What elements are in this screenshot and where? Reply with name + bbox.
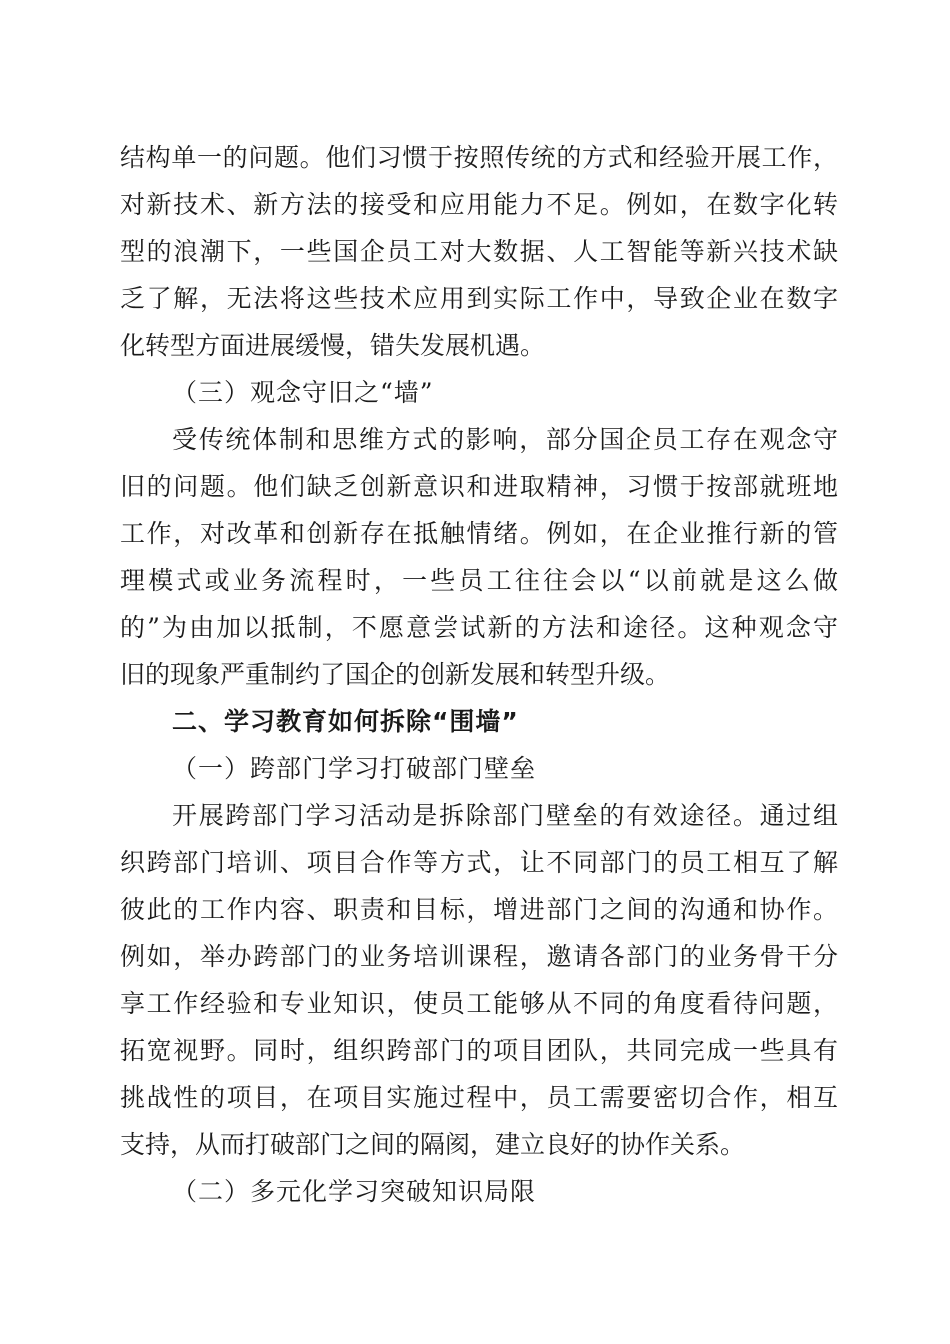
text-line: 受传统体制和思维方式的影响，部分国企员工存在观念守 [172, 425, 838, 454]
paragraph-cross-department [120, 792, 838, 1168]
text-line: 结构单一的问题。他们习惯于按照传统的方式和经验开展工作， [120, 143, 838, 172]
text-line: 旧的现象严重制约了国企的创新发展和转型升级。 [120, 660, 671, 689]
text-line: 开展跨部门学习活动是拆除部门壁垒的有效途径。通过组 [172, 801, 838, 830]
text-line: 对新技术、新方法的接受和应用能力不足。例如，在数字化转 [120, 190, 838, 219]
text-line: 彼此的工作内容、职责和目标，增进部门之间的沟通和协作。 [120, 895, 838, 924]
text-line: 理模式或业务流程时，一些员工往往会以“以前就是这么做 [120, 566, 838, 595]
text-line: 例如，举办跨部门的业务培训课程，邀请各部门的业务骨干分 [120, 942, 838, 971]
text-line: 支持，从而打破部门之间的隔阂，建立良好的协作关系。 [120, 1130, 746, 1159]
paragraph-skills-structure [120, 134, 838, 369]
paragraph-outdated-mindset [120, 416, 838, 698]
text-line: 织跨部门培训、项目合作等方式，让不同部门的员工相互了解 [120, 848, 838, 877]
text-line: 化转型方面进展缓慢，错失发展机遇。 [120, 331, 546, 360]
document-page [120, 134, 838, 1215]
subheading-diversified-learning: （二）多元化学习突破知识局限 [172, 1177, 537, 1206]
text-line: 拓宽视野。同时，组织跨部门的项目团队，共同完成一些具有 [120, 1036, 838, 1065]
text-line: 的”为由加以抵制，不愿意尝试新的方法和途径。这种观念守 [120, 613, 838, 642]
text-line: 工作，对改革和创新存在抵触情绪。例如，在企业推行新的管 [120, 519, 838, 548]
section-title-remove-walls: 二、学习教育如何拆除“围墙” [172, 707, 519, 736]
text-line: 挑战性的项目，在项目实施过程中，员工需要密切合作，相互 [120, 1083, 838, 1112]
text-line: 型的浪潮下，一些国企员工对大数据、人工智能等新兴技术缺 [120, 237, 838, 266]
text-line: 乏了解，无法将这些技术应用到实际工作中，导致企业在数字 [120, 284, 838, 313]
text-line: 享工作经验和专业知识，使员工能够从不同的角度看待问题， [120, 989, 838, 1018]
subheading-cross-department: （一）跨部门学习打破部门壁垒 [172, 754, 537, 783]
subheading-outdated-mindset: （三）观念守旧之“墙” [172, 378, 434, 407]
text-line: 旧的问题。他们缺乏创新意识和进取精神，习惯于按部就班地 [120, 472, 838, 501]
